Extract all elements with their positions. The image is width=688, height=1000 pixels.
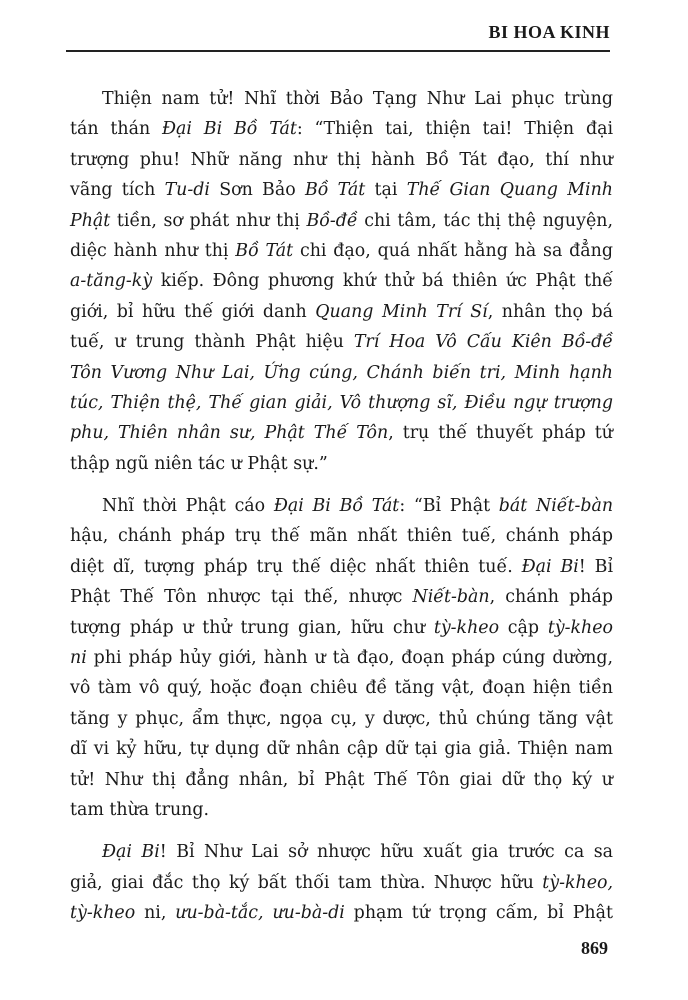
body-text — [70, 84, 613, 929]
text-run: vãng tích — [70, 180, 165, 201]
text-run: vô tàm vô quý, hoặc đoạn chiêu đề tăng vật, đoạn hiện tiền — [70, 678, 613, 699]
italic-term: Đại Bi — [102, 842, 160, 863]
text-line — [70, 582, 613, 612]
text-run: , chánh pháp — [489, 587, 613, 608]
italic-term: ưu-bà-tắc, ưu-bà-di — [175, 903, 345, 924]
italic-term: túc, Thiện thệ, Thế gian giải, Vô thượng sĩ, Điều ngự trượng — [70, 392, 613, 413]
text-run: trượng phu! Nhữ năng như thị hành Bồ Tát đạo, thí như — [70, 149, 613, 170]
text-run: ! Bỉ — [578, 556, 614, 577]
text-line — [70, 643, 613, 673]
italic-term: Đại Bi Bồ Tát — [273, 496, 400, 517]
text-run: dĩ vi kỷ hữu, tự dụng dữ nhân cập dữ tại gia giả. Thiện nam — [70, 739, 613, 760]
text-run: Phật Thế Tôn nhược tại thế, nhược — [70, 587, 413, 608]
text-line — [70, 837, 613, 867]
text-run: , nhân thọ bá — [487, 301, 614, 322]
text-line — [70, 521, 613, 551]
text-run: ni, — [135, 903, 176, 924]
text-line — [70, 552, 613, 582]
text-run: tại — [365, 180, 407, 201]
paragraph — [70, 837, 613, 928]
paragraph — [70, 84, 613, 479]
text-run: tượng pháp ư thử trung gian, hữu chư — [70, 617, 434, 638]
italic-term: tỳ-kheo — [547, 617, 614, 638]
text-line — [70, 114, 613, 144]
text-run: kiếp. Đông phương khứ thử bá thiên ức Phật thế — [152, 271, 613, 292]
italic-term: Phật — [70, 210, 111, 231]
text-run: : “Bỉ Phật — [399, 496, 499, 517]
text-line — [70, 327, 613, 357]
text-line — [70, 449, 613, 479]
page-number: 869 — [581, 938, 608, 958]
text-run: hậu, chánh pháp trụ thế mãn nhất thiên tuế, chánh pháp — [70, 526, 613, 547]
italic-term: Tôn Vương Như Lai, Ứng cúng, Chánh biến tri, Minh hạnh — [70, 362, 613, 383]
text-line — [70, 388, 613, 418]
italic-term: Niết-bàn — [412, 587, 490, 608]
text-line — [70, 145, 613, 175]
text-line — [70, 266, 613, 296]
italic-term: Bồ Tát — [235, 240, 294, 261]
text-run: diệt dĩ, tượng pháp trụ thế diệc nhất thiên tuế. — [70, 556, 522, 577]
text-run: chi tâm, tác thị thệ nguyện, — [357, 210, 613, 231]
text-run: Sơn Bảo — [209, 180, 305, 201]
italic-term: tỳ-kheo, — [542, 872, 613, 893]
text-line — [70, 734, 613, 764]
italic-term: Trí Hoa Vô Cấu Kiên Bồ-đề — [353, 332, 613, 353]
italic-term: Tu-di — [164, 180, 210, 201]
running-head: BI HOA KINH — [488, 22, 610, 42]
text-run: tam thừa trung. — [70, 799, 210, 820]
italic-term: Thế Gian Quang Minh — [406, 180, 613, 201]
text-line — [70, 206, 613, 236]
text-run: tán thán — [70, 119, 162, 140]
text-line — [70, 297, 613, 327]
text-run: Nhĩ thời Phật cáo — [102, 496, 274, 517]
text-run: ! Bỉ Như Lai sở nhược hữu xuất gia trước ca sa — [159, 842, 613, 863]
italic-term: tỳ-kheo — [70, 903, 136, 924]
text-line — [70, 795, 613, 825]
text-run: Thiện nam tử! Nhĩ thời Bảo Tạng Như Lai phục trùng — [102, 89, 613, 109]
text-run: phạm tứ trọng cấm, bỉ Phật — [344, 903, 613, 924]
header-rule — [66, 50, 610, 52]
text-line — [70, 175, 613, 205]
text-line — [70, 673, 613, 703]
text-line — [70, 358, 613, 388]
text-line — [70, 491, 613, 521]
text-run: tăng y phục, ẩm thực, ngọa cụ, y dược, thủ chúng tăng vật — [70, 708, 613, 729]
italic-term: bát Niết-bàn — [498, 496, 614, 517]
italic-term: tỳ-kheo — [433, 617, 500, 638]
text-run: thập ngũ niên tác ư Phật sự.” — [70, 453, 328, 474]
text-run: , trụ thế thuyết pháp tứ — [388, 423, 613, 444]
text-line — [70, 898, 613, 928]
text-run: giới, bỉ hữu thế giới danh — [70, 301, 316, 322]
text-run: phi pháp hủy giới, hành ư tà đạo, đoạn pháp cúng dường, — [86, 648, 613, 669]
italic-term: phu, Thiên nhân sư, Phật Thế Tôn — [70, 423, 389, 444]
italic-term: Bồ Tát — [304, 180, 366, 201]
italic-term: ni — [70, 648, 87, 669]
italic-term: Đại Bi — [521, 556, 579, 577]
text-line — [70, 765, 613, 795]
text-line — [70, 868, 613, 898]
text-run: giả, giai đắc thọ ký bất thối tam thừa. Nhược hữu — [70, 872, 543, 893]
italic-term: a-tăng-kỳ — [70, 271, 153, 292]
text-line — [70, 704, 613, 734]
text-run: tuế, ư trung thành Phật hiệu — [70, 332, 354, 353]
text-run: : “Thiện tai, thiện tai! Thiện đại — [296, 119, 614, 140]
text-run: tiền, sơ phát như thị — [110, 210, 307, 231]
italic-term: Quang Minh Trí Sí — [315, 301, 488, 322]
paragraph — [70, 491, 613, 825]
text-run: cập — [499, 617, 548, 638]
text-run: tử! Như thị đẳng nhân, bỉ Phật Thế Tôn giai dữ thọ ký ư — [70, 769, 613, 790]
text-line — [70, 418, 613, 448]
text-run: chi đạo, quá nhất hằng hà sa đẳng — [293, 240, 613, 261]
text-line — [70, 236, 613, 266]
text-run: diệc hành như thị — [70, 240, 236, 261]
italic-term: Bồ-đề — [306, 210, 358, 231]
italic-term: Đại Bi Bồ Tát — [162, 119, 297, 140]
text-line — [70, 613, 613, 643]
text-line — [70, 84, 613, 114]
